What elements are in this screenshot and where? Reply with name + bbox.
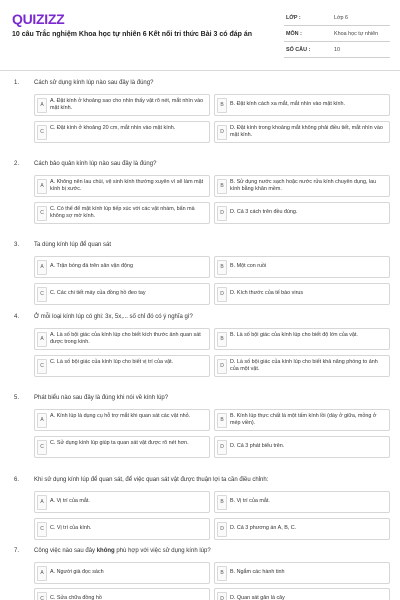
meta-row-count <box>284 42 390 58</box>
question-item <box>0 477 400 552</box>
option-text: A. Vị trí của mắt. <box>50 498 90 504</box>
question-number: 1. <box>14 80 20 86</box>
option-text: D. Quan sát gân lá cây <box>230 595 285 600</box>
option-a[interactable] <box>34 94 210 116</box>
option-a[interactable] <box>34 256 210 278</box>
question-text-pre: Công việc nào sau đây <box>34 548 97 554</box>
meta-value: 10 <box>334 47 340 53</box>
meta-key: SỐ CÂU : <box>286 47 311 53</box>
option-letter: B <box>217 98 227 113</box>
option-text: C. Vị trí của kính. <box>50 525 92 531</box>
option-c[interactable] <box>34 283 210 305</box>
option-letter: A <box>37 413 47 428</box>
meta-row-subject <box>284 26 390 42</box>
question-text-post: phù hợp với việc sử dụng kính lúp? <box>114 548 211 554</box>
meta-table <box>284 10 390 58</box>
option-text: B. Vị trí của mắt. <box>230 498 270 504</box>
option-b[interactable] <box>214 409 390 431</box>
option-letter: B <box>217 495 227 510</box>
option-letter: D <box>217 440 227 455</box>
option-letter: C <box>37 592 47 600</box>
option-a[interactable] <box>34 328 210 350</box>
option-letter: D <box>217 206 227 221</box>
worksheet-header <box>0 0 400 70</box>
question-text: Phát biểu nào sau đây là đúng khi nói về kính lúp? <box>34 395 169 401</box>
question-text: Khi sử dụng kính lúp để quan sát, để việc quan sát vật được thuận lợi ta cần điều chỉnh: <box>34 477 269 483</box>
option-c[interactable] <box>34 588 210 600</box>
question-item <box>0 161 400 236</box>
option-text: D. Cả 3 phương án A, B, C. <box>230 525 297 531</box>
option-b[interactable] <box>214 94 390 116</box>
meta-value: Lớp 6 <box>334 15 349 21</box>
option-b[interactable] <box>214 491 390 513</box>
option-letter: C <box>37 359 47 374</box>
header-divider <box>0 70 400 71</box>
option-letter: A <box>37 495 47 510</box>
meta-value: Khoa học tự nhiên <box>334 31 379 37</box>
option-text: A. Đặt kính ở khoảng sao cho nhìn thấy vật rõ nét, mắt nhìn vào mặt kính. <box>50 98 204 111</box>
option-c[interactable] <box>34 436 210 458</box>
question-number: 5. <box>14 395 20 401</box>
option-c[interactable] <box>34 355 210 377</box>
option-text: C. Là số bội giác của kính lúp cho biết vị trí của vật. <box>50 359 174 365</box>
option-letter: D <box>217 522 227 537</box>
option-text: C. Sử dụng kính lúp giúp ta quan sát vật được rõ nét hơn. <box>50 440 189 446</box>
question-text: Cách bảo quản kính lúp nào sau đây là đúng? <box>34 161 157 167</box>
option-text: B. Sử dụng nước sạch hoặc nước rửa kính chuyên dụng, lau kính bằng khăn mềm. <box>230 179 377 192</box>
option-text: D. Kích thước của tế bào virus <box>230 290 304 296</box>
option-text: B. Một con ruồi <box>230 263 267 269</box>
option-text: A. Kính lúp là dụng cụ hỗ trợ mắt khi quan sát các vật nhỏ. <box>50 413 191 419</box>
option-letter: A <box>37 98 47 113</box>
question-text-emphasis: không <box>96 548 115 554</box>
question-number: 7. <box>14 548 20 554</box>
option-letter: C <box>37 206 47 221</box>
option-b[interactable] <box>214 328 390 350</box>
option-text: A. Là số bội giác của kính lúp cho biết kích thước ảnh quan sát được trong kính. <box>50 332 201 345</box>
option-letter: D <box>217 592 227 600</box>
option-text: C. Sửa chữa đồng hồ <box>50 595 102 600</box>
option-c[interactable] <box>34 202 210 224</box>
worksheet-title: 10 câu Trắc nghiệm Khoa học tự nhiên 6 Kết nối tri thức Bài 3 có đáp án <box>12 31 253 38</box>
option-letter: C <box>37 125 47 140</box>
option-letter: B <box>217 413 227 428</box>
option-text: D. Đặt kính trong khoảng mắt không phải điều tiết, mắt nhìn vào mặt kính. <box>230 125 383 138</box>
option-d[interactable] <box>214 355 390 377</box>
meta-key: LỚP : <box>286 15 301 21</box>
option-a[interactable] <box>34 491 210 513</box>
option-letter: D <box>217 125 227 140</box>
option-text: A. Người già đọc sách <box>50 569 104 575</box>
option-text: A. Không nên lau chùi, vệ sinh kính thường xuyên vì sẽ làm mặt kính bị xước. <box>50 179 204 192</box>
question-text: Ta dùng kính lúp để quan sát <box>34 242 112 248</box>
option-letter: B <box>217 260 227 275</box>
option-b[interactable] <box>214 175 390 197</box>
option-text: B. Là số bội giác của kính lúp cho biết độ lớn của vật. <box>230 332 358 338</box>
option-d[interactable] <box>214 202 390 224</box>
option-c[interactable] <box>34 518 210 540</box>
option-d[interactable] <box>214 283 390 305</box>
meta-row-class <box>284 10 390 26</box>
option-a[interactable] <box>34 409 210 431</box>
option-letter: A <box>37 179 47 194</box>
option-letter: A <box>37 332 47 347</box>
option-letter: C <box>37 287 47 302</box>
option-letter: C <box>37 522 47 537</box>
question-item <box>0 548 400 600</box>
option-text: C. Các chi tiết máy của đồng hồ đeo tay <box>50 290 146 296</box>
question-number: 3. <box>14 242 20 248</box>
quizizz-logo: QUIZIZZ <box>12 11 65 27</box>
option-text: D. Là số bội giác của kính lúp cho biết khả năng phóng to ảnh của một vật. <box>230 359 378 372</box>
option-b[interactable] <box>214 256 390 278</box>
option-letter: B <box>217 179 227 194</box>
question-item <box>0 242 400 317</box>
option-letter: B <box>217 566 227 581</box>
option-text: D. Cả 3 phát biểu trên. <box>230 443 285 449</box>
question-text: Cách sử dụng kính lúp nào sau đây là đúng? <box>34 80 154 86</box>
option-d[interactable] <box>214 436 390 458</box>
option-a[interactable] <box>34 175 210 197</box>
question-number: 4. <box>14 314 20 320</box>
option-a[interactable] <box>34 562 210 584</box>
question-text: Ở mỗi loại kính lúp có ghi: 3x, 5x,... số chỉ đó có ý nghĩa gì? <box>34 314 193 320</box>
option-text: C. Có thể để mặt kính lúp tiếp xúc với các vật nhám, bẩn mà không sợ mờ kính. <box>50 206 195 219</box>
option-d[interactable] <box>214 121 390 143</box>
question-number: 2. <box>14 161 20 167</box>
meta-key: MÔN : <box>286 31 302 37</box>
option-d[interactable] <box>214 588 390 600</box>
option-text: B. Đặt kính cách xa mắt, mắt nhìn vào mặt kính. <box>230 101 346 107</box>
option-c[interactable] <box>34 121 210 143</box>
question-item <box>0 314 400 389</box>
option-text: D. Cả 3 cách trên đều đúng. <box>230 209 298 215</box>
option-text: A. Trận bóng đá trên sân vận động <box>50 263 134 269</box>
question-item <box>0 395 400 470</box>
option-d[interactable] <box>214 518 390 540</box>
option-text: C. Đặt kính ở khoảng 20 cm, mắt nhìn vào mặt kính. <box>50 125 176 131</box>
question-number: 6. <box>14 477 20 483</box>
option-letter: D <box>217 287 227 302</box>
option-letter: A <box>37 260 47 275</box>
option-letter: A <box>37 566 47 581</box>
option-text: B. Ngắm các hành tinh <box>230 569 285 575</box>
option-text: B. Kính lúp thực chất là một tấm kính lồi (dày ở giữa, mỏng ở mép viền). <box>230 413 377 426</box>
option-letter: B <box>217 332 227 347</box>
option-letter: D <box>217 359 227 374</box>
question-text <box>34 548 211 554</box>
option-letter: C <box>37 440 47 455</box>
option-b[interactable] <box>214 562 390 584</box>
question-item <box>0 80 400 155</box>
